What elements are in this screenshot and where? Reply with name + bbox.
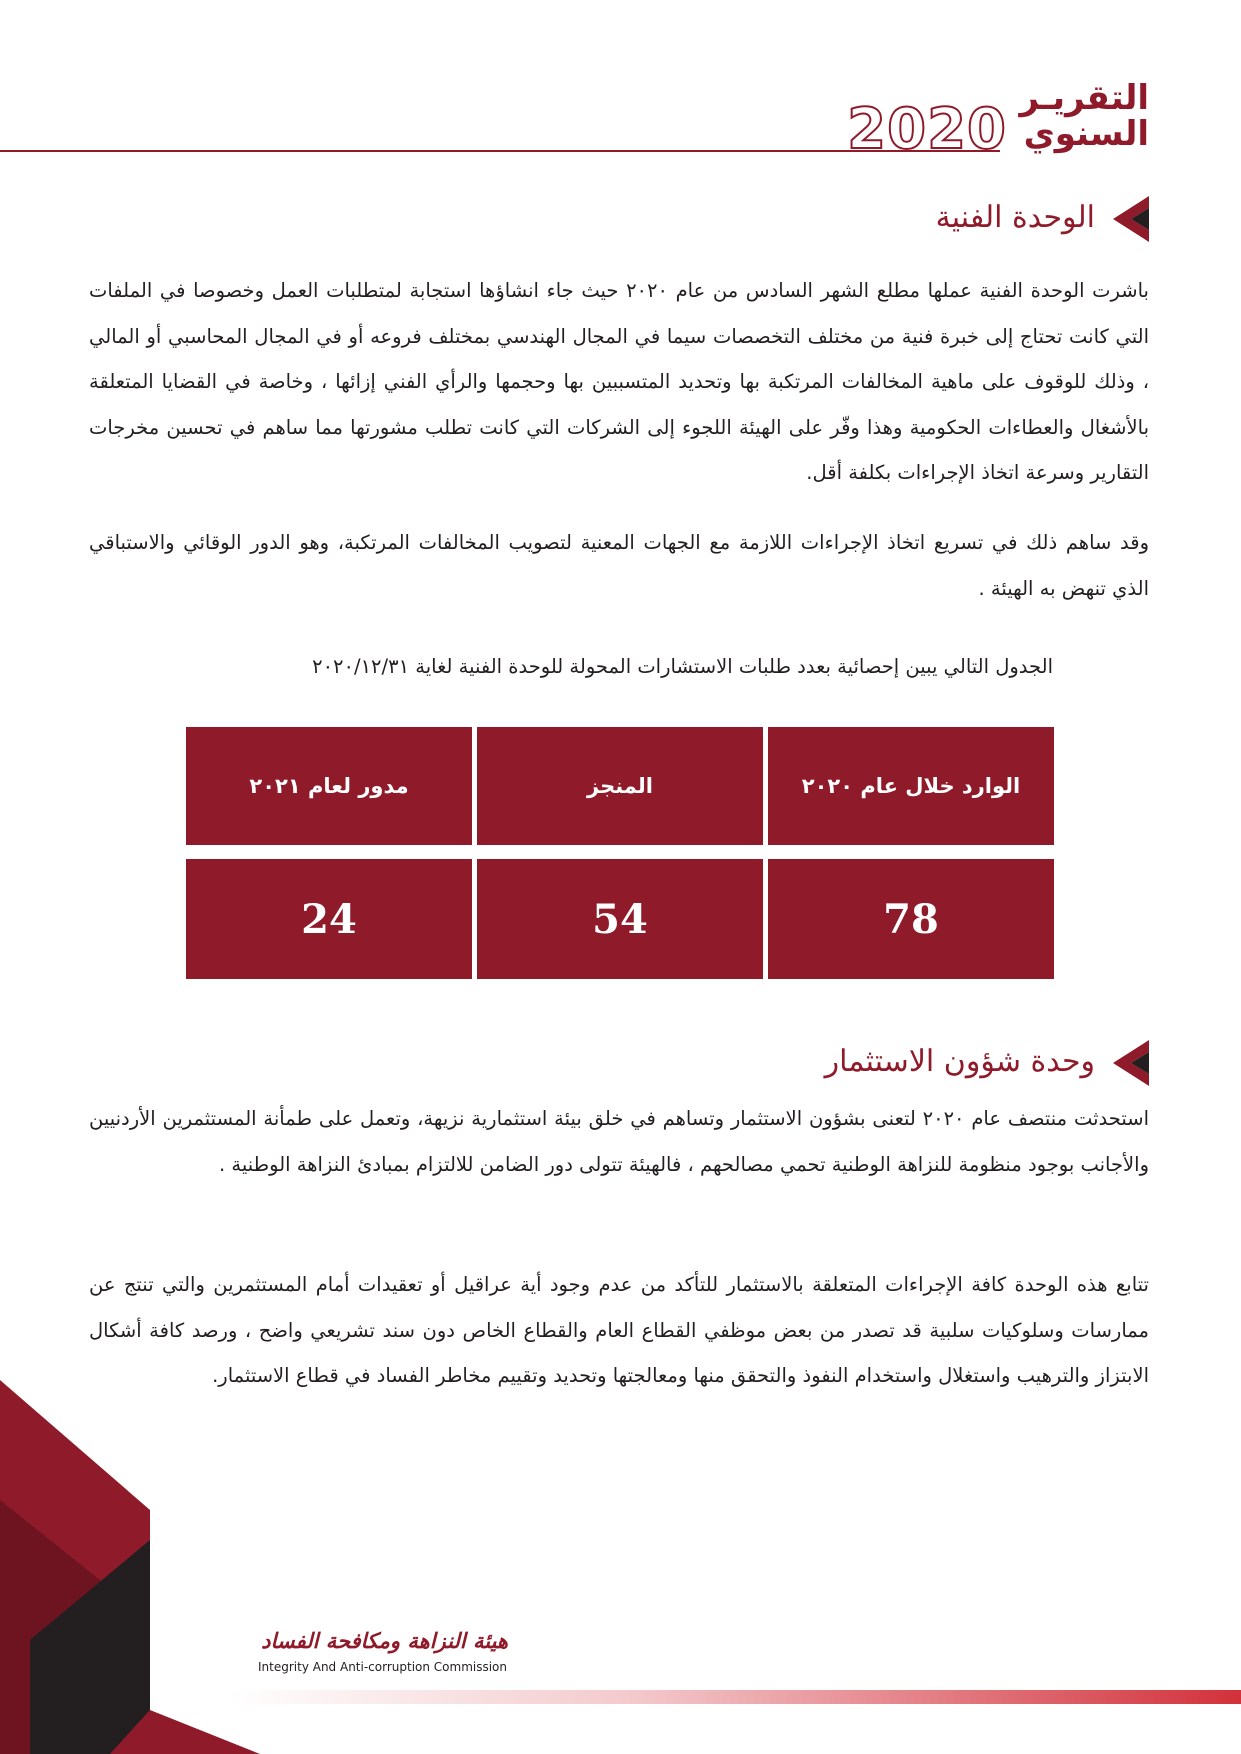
table-header-completed: المنجز [477, 727, 763, 845]
report-header [0, 80, 1149, 160]
table-value-completed: 54 [477, 859, 763, 979]
org-name-english: Integrity And Anti-corruption Commission [258, 1660, 508, 1674]
section-title: الوحدة الفنية [935, 200, 1095, 235]
header-title [1020, 80, 1149, 152]
technical-unit-paragraph-1: باشرت الوحدة الفنية عملها مطلع الشهر السادس من عام ٢٠٢٠ حيث جاء انشاؤها استجابة لمتطلبات العمل وخصوصا في الملفات التي كانت تحتاج إلى خبرة فنية من مختلف التخصصات سيما في المجال الهندسي بمختلف فروعه أو في المجال المحاسبي أو المالي ، وذلك للوقوف على ماهية المخالفات المرتكبة بها وتحديد المتسببين بها وحجمها والرأي الفني إزائها ، وخاصة في القضايا المتعلقة بالأشغال والعطاءات الحكومية وهذا وفّر على الهيئة اللجوء إلى الشركات التي كانت تطلب مشورتها مما ساهم في تحسين مخرجات التقارير وسرعة اتخاذ الإجراءات بكلفة أقل. [89, 279, 1149, 484]
statistics-table [186, 727, 1054, 979]
table-header-received: الوارد خلال عام ٢٠٢٠ [768, 727, 1054, 845]
section-heading-investment-unit [549, 1040, 1149, 1090]
header-title-line2: السنوي [1023, 114, 1149, 154]
technical-unit-paragraph-2: وقد ساهم ذلك في تسريع اتخاذ الإجراءات اللازمة مع الجهات المعنية لتصويب المخالفات المرتكبة، وهو الدور الوقائي والاستباقي الذي تنهض به الهيئة . [89, 531, 1149, 600]
page-number: 9 [84, 1600, 117, 1654]
table-caption: الجدول التالي يبين إحصائية بعدد طلبات الاستشارات المحولة للوحدة الفنية لغاية ٢٠٢٠/١٢/٣١ [312, 655, 1053, 678]
table-value-received: 78 [768, 859, 1054, 979]
header-title-line1: التقريـر [1019, 78, 1149, 118]
investment-unit-paragraph-2: تتابع هذه الوحدة كافة الإجراءات المتعلقة بالاستثمار للتأكد من عدم وجود أية عراقيل أو تعقيدات أمام المستثمرين والتي تنتج عن ممارسات وسلوكيات سلبية قد تصدر من بعض موظفي القطاع العام والقطاع الخاص دون سند تشريعي واضح ، ورصد كافة أشكال الابتزاز والترهيب واستغلال واستخدام النفوذ والتحقق منها ومعالجتها وتحديد وتقييم مخاطر الفساد في قطاع الاستثمار. [89, 1273, 1149, 1387]
investment-unit-paragraph-1: استحدثت منتصف عام ٢٠٢٠ لتعنى بشؤون الاستثمار وتساهم في خلق بيئة استثمارية نزيهة، وتعمل على طمأنة المستثمرين الأردنيين والأجانب بوجود منظومة للنزاهة الوطنية تحمي مصالحهم ، فالهيئة تتولى دور الضامن للالتزام بمبادئ النزاهة الوطنية . [89, 1107, 1149, 1176]
section-heading-technical-unit [549, 196, 1149, 246]
table-header-carried-over: مدور لعام ٢٠٢١ [186, 727, 472, 845]
table-value-carried-over: 24 [186, 859, 472, 979]
section-title: وحدة شؤون الاستثمار [824, 1044, 1095, 1079]
chevron-left-icon [1113, 1040, 1149, 1086]
footer-gradient-bar [230, 1690, 1241, 1704]
chevron-left-icon [1113, 196, 1149, 242]
header-year: 2020 [847, 97, 1007, 162]
org-logo-arabic: هيئة النزاهة ومكافحة الفساد [261, 1628, 508, 1653]
